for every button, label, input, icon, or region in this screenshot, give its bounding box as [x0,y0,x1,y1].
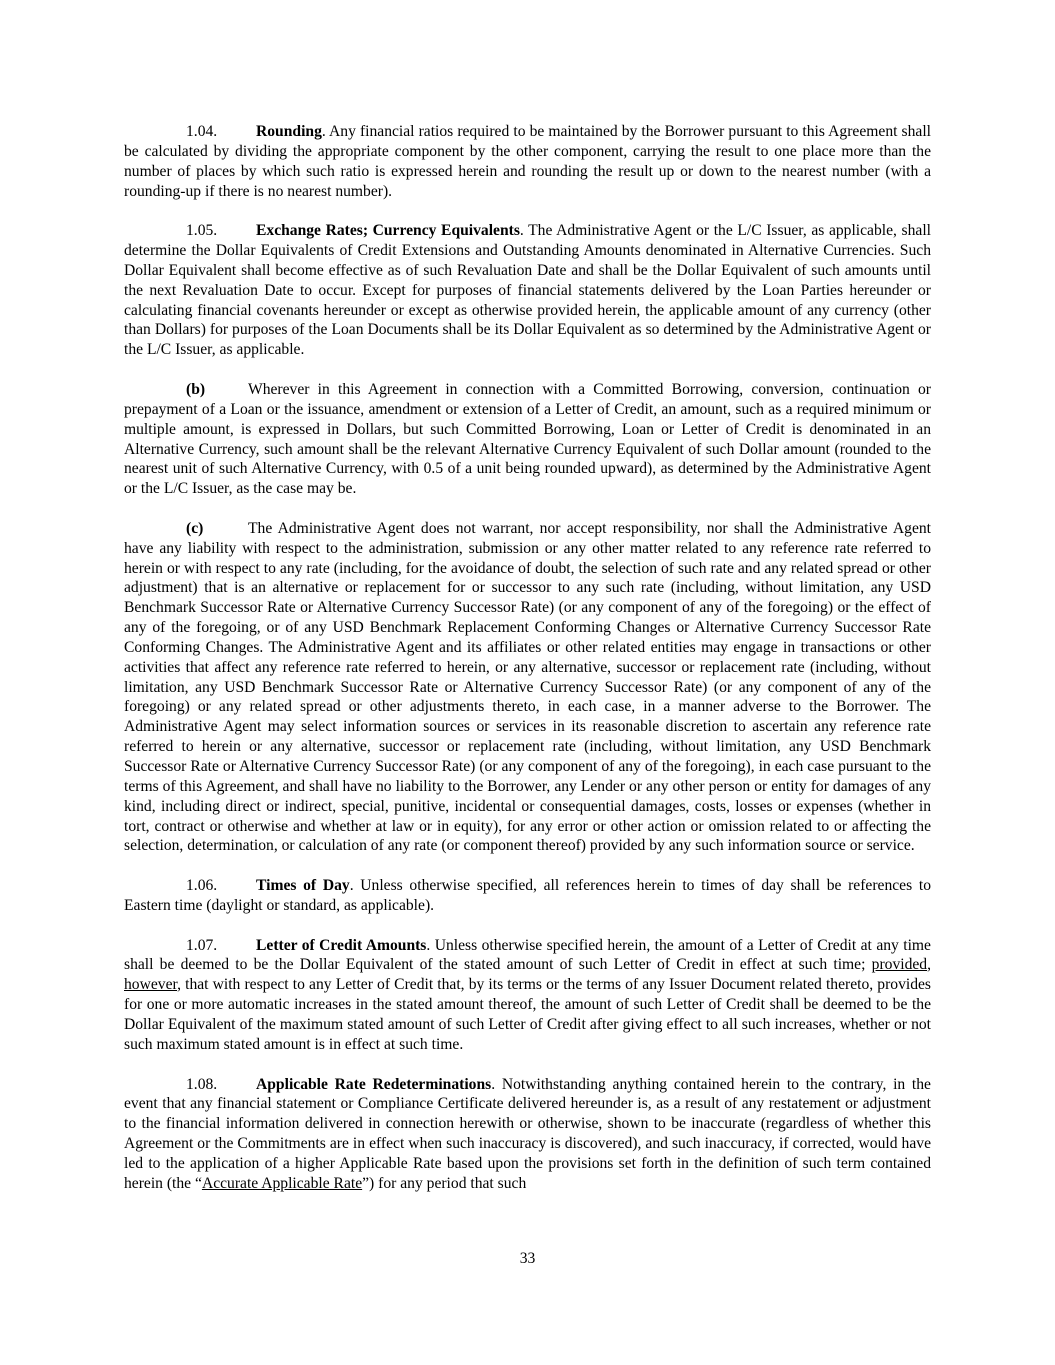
section-heading: Times of Day [256,877,350,895]
section-number: 1.04. [186,123,218,140]
subsection-label: (b) [186,380,206,398]
section-1-04 [124,122,931,201]
subsection-label: (c) [186,519,204,537]
provided-term: provided [871,956,928,974]
section-number: 1.06. [186,877,218,895]
section-body: . Any financial ratios required to be maintained by the Borrower pursuant to this Agreement shall be calculated by dividing the appropriate component by the other component, carrying the result to one place more than the number of places by which such ratio is expressed herein and rounding the result up or down to the nearest number (with a rounding-up if there is no nearest number). [124,123,931,200]
defined-term: Accurate Applicable Rate [201,1174,363,1192]
section-number: 1.07. [186,936,218,954]
subsection-b [124,380,931,499]
subsection-c [124,519,931,856]
section-body-continued: ”) for any period that such [362,1174,527,1192]
section-heading: Letter of Credit Amounts [256,936,427,954]
subsection-body: The Administrative Agent does not warrant, nor accept responsibility, nor shall the Administrative Agent have any liability with respect to the administration, submission or any other matter related to any reference rate referred to herein or with respect to any rate (including, for the avoidance of doubt, the selection of such rate and any related spread or other adjustment) that is an alternative or replacement for or successor to any such rate (including, without limitation, any USD Benchmark Successor Rate or Alternative Currency Successor Rate) (or any component of any of the foregoing) or the effect of any of the foregoing, or of any USD Benchmark Replacement Conforming Changes or Alternative Currency Successor Rate Conforming Changes. The Administrative Agent and its affiliates or other related entities may engage in transactions or other activities that affect any reference rate referred to herein, or any alternative, successor or replacement rate (including, without limitation, any USD Benchmark Successor Rate or Alternative Currency Successor Rate) (or any component of any of the foregoing) or any related spread or other adjustments thereto, in each case, in a manner adverse to the Borrower. The Administrative Agent may select information sources or services in its reasonable discretion to ascertain any reference rate referred to herein or any alternative, successor or replacement rate (including, without limitation, any USD Benchmark Successor Rate or Alternative Currency Successor Rate) (or any component of any of the foregoing), in each case pursuant to the terms of this Agreement, and shall have no liability to the Borrower, any Lender or any other person or entity for damages of any kind, including direct or indirect, special, punitive, incidental or consequential damages, costs, losses or expenses (whether in tort, contract or otherwise and whether at law or in equity), for any error or other action or omission related to or affecting the selection, determination, or calculation of any rate (or component thereof) provided by any such information source or service. [124,519,931,855]
section-heading: Rounding [256,123,322,140]
section-heading: Exchange Rates; Currency Equivalents [256,222,520,240]
section-body: . Unless otherwise specified herein, the amount of a Letter of Credit at any time shall be deemed to be the Dollar Equivalent of the stated amount of such Letter of Credit in effect at such time; [124,936,931,974]
section-number: 1.05. [186,222,218,240]
document-page [124,122,931,1213]
subsection-body: Wherever in this Agreement in connection with a Committed Borrowing, conversion, continuation or prepayment of a Loan or the issuance, amendment or extension of a Letter of Credit, an amount, such as a required minimum or multiple amount, is expressed in Dollars, but such Committed Borrowing, Loan or Letter of Credit is denominated in an Alternative Currency, such amount shall be the relevant Alternative Currency Equivalent of such Dollar amount (rounded to the nearest unit of such Alternative Currency, with 0.5 of a unit being rounded upward), as determined by the Administrative Agent or the L/C Issuer, as the case may be. [124,380,931,498]
however-term: however [124,976,178,994]
section-1-07 [124,936,931,1055]
page-number: 33 [519,1250,536,1267]
section-body: . Notwithstanding anything contained herein to the contrary, in the event that any financial statement or Compliance Certificate delivered hereunder is, as a result of any restatement or adjustment to the financial information delivered in connection herewith or otherwise, shown to be inaccurate (regardless of whether this Agreement or the Commitments are in effect when such inaccuracy is discovered), and such inaccuracy, if corrected, would have led to the application of a higher Applicable Rate based upon the provisions set forth in the definition of such term contained herein (the “ [124,1075,931,1192]
section-body: . The Administrative Agent or the L/C Issuer, as applicable, shall determine the Dollar Equivalents of Credit Extensions and Outstanding Amounts denominated in Alternative Currencies. Such Dollar Equivalent shall become effective as of such Revaluation Date and shall be the Dollar Equivalent of such amounts until the next Revaluation Date to occur. Except for purposes of financial statements delivered by the Loan Parties hereunder or calculating financial covenants hereunder or except as otherwise provided herein, the applicable amount of any currency (other than Dollars) for purposes of the Loan Documents shall be its Dollar Equivalent as so determined by the Administrative Agent or the L/C Issuer, as applicable. [124,222,931,359]
section-heading: Applicable Rate Redeterminations [256,1075,492,1093]
section-body-continued: , that with respect to any Letter of Credit that, by its terms or the terms of any Issuer Document related thereto, provides for one or more automatic increases in the stated amount thereof, the amount of such Letter of Credit shall be deemed to be the Dollar Equivalent of the maximum stated amount of such Letter of Credit after giving effect to all such increases, whether or not such maximum stated amount is in effect at such time. [124,976,931,1053]
section-1-05 [124,221,931,360]
section-1-06 [124,876,931,916]
separator: , [927,956,931,974]
section-number: 1.08. [186,1075,218,1093]
section-1-08 [124,1075,931,1194]
section-body: . Unless otherwise specified, all references herein to times of day shall be references to Eastern time (daylight or standard, as applicable). [124,877,931,914]
